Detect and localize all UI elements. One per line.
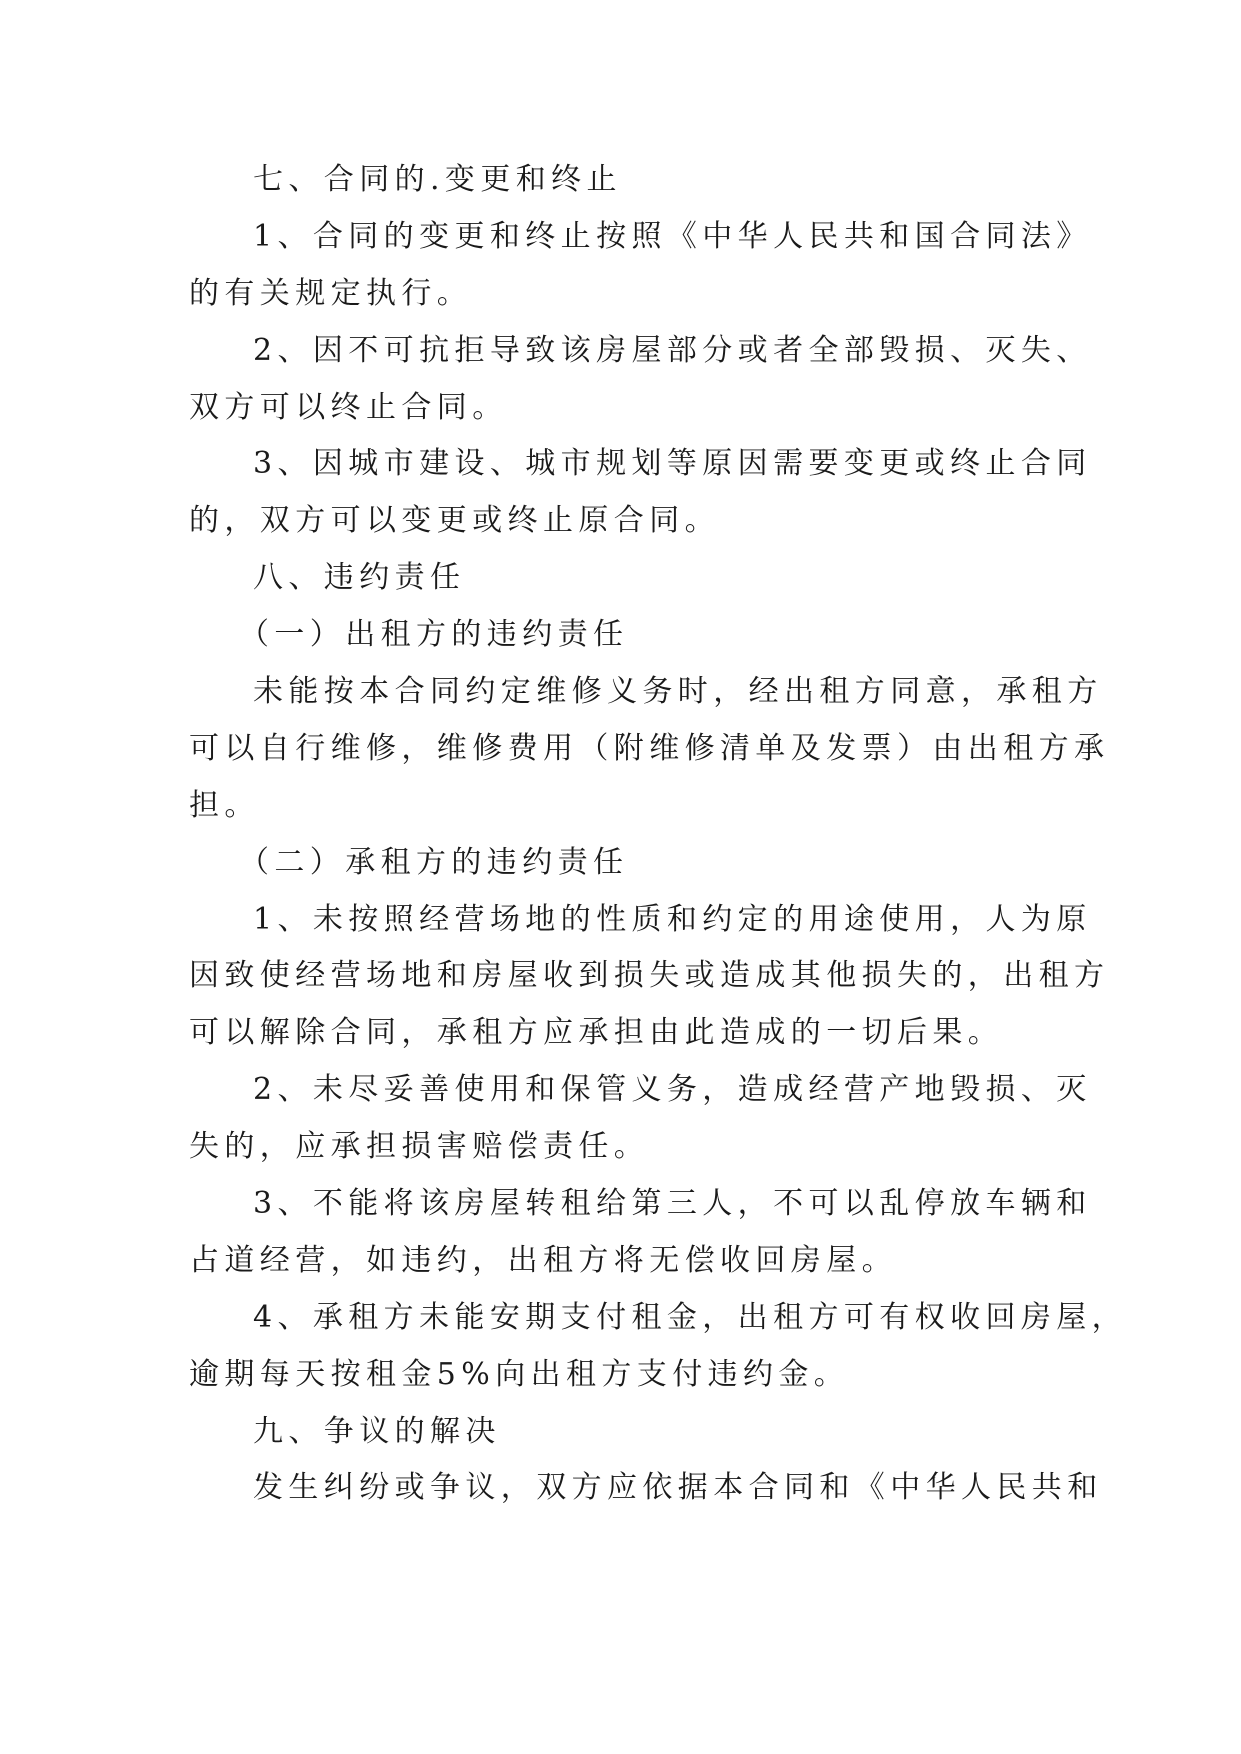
paragraph-line: 担。 xyxy=(189,787,260,823)
paragraph-line: 1、未按照经营场地的性质和约定的用途使用，人为原 xyxy=(253,901,1092,937)
paragraph-line: 4、承租方未能安期支付租金，出租方可有权收回房屋， xyxy=(253,1299,1128,1335)
paragraph-line: 双方可以终止合同。 xyxy=(189,389,508,425)
paragraph-line: 的有关规定执行。 xyxy=(189,275,473,311)
section-heading-8: 八、违约责任 xyxy=(253,560,466,596)
paragraph-line: 因致使经营场地和房屋收到损失或造成其他损失的，出租方 xyxy=(189,958,1110,994)
paragraph-line: 占道经营，如违约，出租方将无偿收回房屋。 xyxy=(189,1242,897,1278)
paragraph-line: 2、因不可抗拒导致该房屋部分或者全部毁损、灭失、 xyxy=(253,332,1092,368)
paragraph-line: 2、未尽妥善使用和保管义务，造成经营产地毁损、灭 xyxy=(253,1072,1092,1108)
subsection-heading-lessee: （二）承租方的违约责任 xyxy=(239,844,629,880)
paragraph-line: 1、合同的变更和终止按照《中华人民共和国合同法》 xyxy=(253,218,1092,254)
paragraph-line: 发生纠纷或争议，双方应依据本合同和《中华人民共和 xyxy=(253,1470,1103,1506)
paragraph-line: 失的，应承担损害赔偿责任。 xyxy=(189,1129,650,1165)
section-heading-7: 七、合同的.变更和终止 xyxy=(253,162,622,197)
subsection-heading-lessor: （一）出租方的违约责任 xyxy=(239,617,629,653)
paragraph-line: 未能按本合同约定维修义务时，经出租方同意，承租方 xyxy=(253,674,1103,710)
section-heading-9: 九、争议的解决 xyxy=(253,1413,501,1449)
document-body xyxy=(189,152,1128,1517)
paragraph-line: 可以自行维修，维修费用（附维修清单及发票）由出租方承 xyxy=(189,730,1110,766)
paragraph-line: 的，双方可以变更或终止原合同。 xyxy=(189,503,720,539)
paragraph-line: 3、不能将该房屋转租给第三人，不可以乱停放车辆和 xyxy=(253,1186,1092,1222)
paragraph-line: 可以解除合同，承租方应承担由此造成的一切后果。 xyxy=(189,1015,1004,1051)
paragraph-line: 逾期每天按租金5%向出租方支付违约金。 xyxy=(189,1356,850,1392)
paragraph-line: 3、因城市建设、城市规划等原因需要变更或终止合同 xyxy=(253,446,1092,482)
